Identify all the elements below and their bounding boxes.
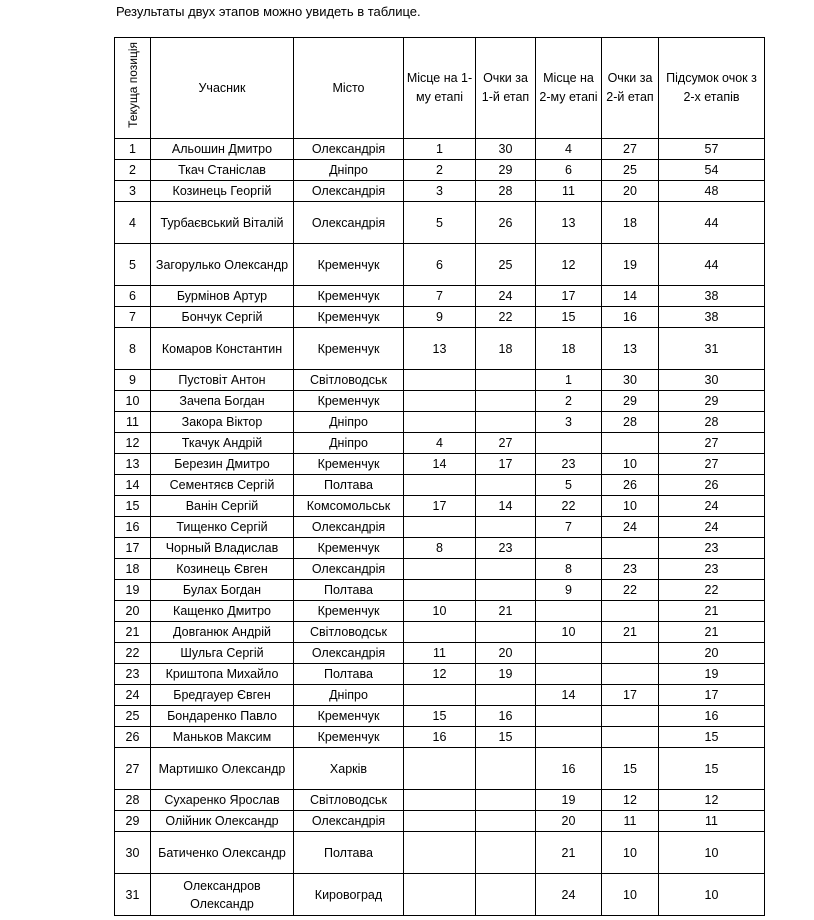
cell-city: Кировоград — [294, 874, 404, 916]
cell-participant: Тищенко Сергій — [151, 517, 294, 538]
table-row — [115, 664, 765, 685]
table-row — [115, 160, 765, 181]
cell-points-stage-1: 14 — [476, 496, 536, 517]
cell-total-points: 24 — [659, 517, 765, 538]
cell-place-stage-2: 18 — [536, 328, 602, 370]
table-row — [115, 475, 765, 496]
cell-points-stage-2: 10 — [602, 496, 659, 517]
table-row — [115, 139, 765, 160]
cell-position: 27 — [115, 748, 151, 790]
cell-city: Дніпро — [294, 433, 404, 454]
header-place-stage-2: Місце на 2-му етапі — [536, 38, 602, 139]
cell-city: Олександрія — [294, 181, 404, 202]
cell-participant: Козинець Георгій — [151, 181, 294, 202]
cell-points-stage-1: 29 — [476, 160, 536, 181]
cell-position: 21 — [115, 622, 151, 643]
cell-participant: Закора Віктор — [151, 412, 294, 433]
cell-city: Олександрія — [294, 559, 404, 580]
cell-place-stage-1 — [404, 832, 476, 874]
cell-place-stage-2: 5 — [536, 475, 602, 496]
cell-position: 15 — [115, 496, 151, 517]
cell-participant: Бондаренко Павло — [151, 706, 294, 727]
cell-total-points: 10 — [659, 874, 765, 916]
cell-total-points: 23 — [659, 538, 765, 559]
cell-total-points: 24 — [659, 496, 765, 517]
cell-total-points: 17 — [659, 685, 765, 706]
cell-position: 13 — [115, 454, 151, 475]
header-city: Місто — [294, 38, 404, 139]
cell-total-points: 21 — [659, 622, 765, 643]
cell-points-stage-1: 22 — [476, 307, 536, 328]
cell-participant: Ванін Сергій — [151, 496, 294, 517]
cell-participant: Маньков Максим — [151, 727, 294, 748]
cell-place-stage-1: 14 — [404, 454, 476, 475]
cell-points-stage-1 — [476, 811, 536, 832]
cell-points-stage-2: 12 — [602, 790, 659, 811]
cell-points-stage-2: 11 — [602, 811, 659, 832]
cell-city: Харків — [294, 748, 404, 790]
cell-place-stage-2: 4 — [536, 139, 602, 160]
cell-place-stage-1 — [404, 874, 476, 916]
cell-place-stage-2: 21 — [536, 832, 602, 874]
cell-total-points: 48 — [659, 181, 765, 202]
cell-city: Дніпро — [294, 412, 404, 433]
cell-city: Кременчук — [294, 601, 404, 622]
header-total-points: Підсумок очок з 2-х етапів — [659, 38, 765, 139]
results-table — [114, 37, 765, 916]
cell-points-stage-1 — [476, 622, 536, 643]
cell-total-points: 26 — [659, 475, 765, 496]
cell-place-stage-1: 15 — [404, 706, 476, 727]
cell-city: Кременчук — [294, 538, 404, 559]
cell-total-points: 23 — [659, 559, 765, 580]
cell-total-points: 19 — [659, 664, 765, 685]
cell-points-stage-2 — [602, 727, 659, 748]
cell-position: 12 — [115, 433, 151, 454]
cell-place-stage-1: 4 — [404, 433, 476, 454]
table-row — [115, 328, 765, 370]
cell-participant: Турбаєвський Віталій — [151, 202, 294, 244]
cell-points-stage-2: 27 — [602, 139, 659, 160]
cell-total-points: 30 — [659, 370, 765, 391]
cell-participant: Комаров Константин — [151, 328, 294, 370]
cell-place-stage-1: 1 — [404, 139, 476, 160]
cell-place-stage-1: 11 — [404, 643, 476, 664]
cell-place-stage-1 — [404, 412, 476, 433]
cell-place-stage-2: 14 — [536, 685, 602, 706]
cell-position: 5 — [115, 244, 151, 286]
cell-participant: Ткач Станіслав — [151, 160, 294, 181]
cell-points-stage-1 — [476, 412, 536, 433]
cell-place-stage-2 — [536, 643, 602, 664]
cell-participant: Криштопа Михайло — [151, 664, 294, 685]
cell-points-stage-2: 21 — [602, 622, 659, 643]
cell-place-stage-1: 3 — [404, 181, 476, 202]
cell-participant: Сухаренко Ярослав — [151, 790, 294, 811]
cell-city: Кременчук — [294, 706, 404, 727]
table-row — [115, 622, 765, 643]
cell-place-stage-2: 11 — [536, 181, 602, 202]
cell-place-stage-2: 23 — [536, 454, 602, 475]
cell-position: 19 — [115, 580, 151, 601]
cell-points-stage-2: 10 — [602, 874, 659, 916]
table-row — [115, 496, 765, 517]
cell-place-stage-2 — [536, 433, 602, 454]
cell-place-stage-1 — [404, 622, 476, 643]
cell-total-points: 16 — [659, 706, 765, 727]
cell-place-stage-2: 8 — [536, 559, 602, 580]
cell-city: Кременчук — [294, 286, 404, 307]
cell-total-points: 38 — [659, 286, 765, 307]
header-place-stage-1: Місце на 1-му етапі — [404, 38, 476, 139]
cell-place-stage-2: 22 — [536, 496, 602, 517]
cell-city: Світловодськ — [294, 790, 404, 811]
cell-place-stage-2: 6 — [536, 160, 602, 181]
cell-participant: Загорулько Олександр — [151, 244, 294, 286]
cell-place-stage-1: 9 — [404, 307, 476, 328]
cell-place-stage-2: 20 — [536, 811, 602, 832]
cell-total-points: 22 — [659, 580, 765, 601]
intro-text: Результаты двух этапов можно увидеть в таблице. — [116, 4, 421, 19]
table-row — [115, 244, 765, 286]
cell-participant: Олійник Олександр — [151, 811, 294, 832]
cell-position: 23 — [115, 664, 151, 685]
cell-city: Дніпро — [294, 685, 404, 706]
cell-place-stage-1 — [404, 391, 476, 412]
cell-points-stage-1: 28 — [476, 181, 536, 202]
cell-points-stage-2: 19 — [602, 244, 659, 286]
cell-participant: Олександров Олександр — [151, 874, 294, 916]
cell-total-points: 20 — [659, 643, 765, 664]
cell-points-stage-2: 10 — [602, 832, 659, 874]
cell-points-stage-1: 19 — [476, 664, 536, 685]
table-row — [115, 202, 765, 244]
cell-points-stage-2: 30 — [602, 370, 659, 391]
cell-points-stage-1 — [476, 874, 536, 916]
cell-position: 22 — [115, 643, 151, 664]
cell-position: 28 — [115, 790, 151, 811]
cell-points-stage-1: 24 — [476, 286, 536, 307]
cell-place-stage-2: 9 — [536, 580, 602, 601]
cell-points-stage-2 — [602, 538, 659, 559]
cell-participant: Ткачук Андрій — [151, 433, 294, 454]
cell-total-points: 21 — [659, 601, 765, 622]
cell-total-points: 54 — [659, 160, 765, 181]
cell-total-points: 15 — [659, 727, 765, 748]
cell-city: Олександрія — [294, 643, 404, 664]
cell-place-stage-2: 7 — [536, 517, 602, 538]
cell-participant: Булах Богдан — [151, 580, 294, 601]
cell-total-points: 27 — [659, 454, 765, 475]
table-row — [115, 832, 765, 874]
cell-position: 24 — [115, 685, 151, 706]
cell-position: 3 — [115, 181, 151, 202]
results-body — [115, 139, 765, 916]
table-row — [115, 370, 765, 391]
cell-points-stage-2: 14 — [602, 286, 659, 307]
cell-points-stage-2: 28 — [602, 412, 659, 433]
cell-position: 18 — [115, 559, 151, 580]
cell-total-points: 28 — [659, 412, 765, 433]
cell-points-stage-1 — [476, 475, 536, 496]
cell-total-points: 31 — [659, 328, 765, 370]
cell-place-stage-1 — [404, 790, 476, 811]
table-row — [115, 286, 765, 307]
table-row — [115, 811, 765, 832]
cell-city: Полтава — [294, 832, 404, 874]
cell-city: Полтава — [294, 664, 404, 685]
cell-city: Олександрія — [294, 517, 404, 538]
cell-points-stage-1: 17 — [476, 454, 536, 475]
cell-total-points: 12 — [659, 790, 765, 811]
cell-place-stage-1: 7 — [404, 286, 476, 307]
cell-place-stage-1 — [404, 748, 476, 790]
table-row — [115, 580, 765, 601]
cell-participant: Бурмінов Артур — [151, 286, 294, 307]
header-position-label: Текуща позиція — [125, 42, 140, 128]
cell-points-stage-2: 25 — [602, 160, 659, 181]
cell-place-stage-1: 13 — [404, 328, 476, 370]
cell-participant: Довганюк Андрій — [151, 622, 294, 643]
cell-points-stage-2 — [602, 601, 659, 622]
table-row — [115, 433, 765, 454]
cell-place-stage-1 — [404, 517, 476, 538]
cell-points-stage-1 — [476, 832, 536, 874]
table-row — [115, 685, 765, 706]
cell-points-stage-2: 24 — [602, 517, 659, 538]
table-row — [115, 706, 765, 727]
header-points-stage-2: Очки за 2-й етап — [602, 38, 659, 139]
cell-position: 9 — [115, 370, 151, 391]
table-row — [115, 601, 765, 622]
cell-total-points: 29 — [659, 391, 765, 412]
cell-place-stage-1: 2 — [404, 160, 476, 181]
cell-city: Кременчук — [294, 454, 404, 475]
cell-position: 20 — [115, 601, 151, 622]
table-row — [115, 391, 765, 412]
table-row — [115, 181, 765, 202]
table-row — [115, 517, 765, 538]
cell-city: Кременчук — [294, 391, 404, 412]
cell-city: Кременчук — [294, 727, 404, 748]
table-row — [115, 790, 765, 811]
cell-participant: Березин Дмитро — [151, 454, 294, 475]
cell-place-stage-2: 10 — [536, 622, 602, 643]
cell-points-stage-2: 10 — [602, 454, 659, 475]
cell-city: Олександрія — [294, 202, 404, 244]
cell-position: 16 — [115, 517, 151, 538]
table-row — [115, 874, 765, 916]
cell-points-stage-1: 18 — [476, 328, 536, 370]
table-row — [115, 727, 765, 748]
cell-place-stage-2 — [536, 706, 602, 727]
cell-participant: Альошин Дмитро — [151, 139, 294, 160]
cell-points-stage-2: 16 — [602, 307, 659, 328]
cell-participant: Мартишко Олександр — [151, 748, 294, 790]
header-position — [115, 38, 151, 139]
cell-position: 25 — [115, 706, 151, 727]
cell-total-points: 10 — [659, 832, 765, 874]
cell-points-stage-1: 16 — [476, 706, 536, 727]
cell-position: 8 — [115, 328, 151, 370]
cell-place-stage-1 — [404, 580, 476, 601]
cell-position: 17 — [115, 538, 151, 559]
cell-place-stage-2: 24 — [536, 874, 602, 916]
cell-participant: Кащенко Дмитро — [151, 601, 294, 622]
cell-points-stage-1 — [476, 559, 536, 580]
cell-participant: Бончук Сергій — [151, 307, 294, 328]
cell-participant: Шульга Сергій — [151, 643, 294, 664]
cell-position: 29 — [115, 811, 151, 832]
cell-total-points: 44 — [659, 244, 765, 286]
cell-place-stage-1 — [404, 685, 476, 706]
cell-place-stage-2: 15 — [536, 307, 602, 328]
cell-points-stage-2 — [602, 706, 659, 727]
cell-city: Світловодськ — [294, 370, 404, 391]
table-row — [115, 412, 765, 433]
cell-total-points: 57 — [659, 139, 765, 160]
cell-points-stage-2: 17 — [602, 685, 659, 706]
cell-place-stage-2: 19 — [536, 790, 602, 811]
header-participant: Учасник — [151, 38, 294, 139]
cell-city: Світловодськ — [294, 622, 404, 643]
cell-city: Олександрія — [294, 139, 404, 160]
cell-position: 7 — [115, 307, 151, 328]
cell-total-points: 11 — [659, 811, 765, 832]
cell-place-stage-1: 6 — [404, 244, 476, 286]
cell-city: Дніпро — [294, 160, 404, 181]
cell-place-stage-2: 12 — [536, 244, 602, 286]
cell-total-points: 38 — [659, 307, 765, 328]
cell-city: Олександрія — [294, 811, 404, 832]
cell-points-stage-2: 29 — [602, 391, 659, 412]
cell-position: 1 — [115, 139, 151, 160]
cell-participant: Чорный Владислав — [151, 538, 294, 559]
cell-position: 10 — [115, 391, 151, 412]
cell-points-stage-1 — [476, 790, 536, 811]
cell-place-stage-1: 12 — [404, 664, 476, 685]
cell-points-stage-2: 26 — [602, 475, 659, 496]
cell-place-stage-2: 16 — [536, 748, 602, 790]
cell-place-stage-1: 10 — [404, 601, 476, 622]
cell-points-stage-1: 26 — [476, 202, 536, 244]
cell-place-stage-1: 16 — [404, 727, 476, 748]
table-row — [115, 538, 765, 559]
cell-place-stage-2: 17 — [536, 286, 602, 307]
cell-place-stage-2 — [536, 601, 602, 622]
cell-city: Кременчук — [294, 244, 404, 286]
cell-position: 11 — [115, 412, 151, 433]
cell-points-stage-1 — [476, 748, 536, 790]
cell-city: Полтава — [294, 475, 404, 496]
cell-place-stage-2 — [536, 727, 602, 748]
cell-position: 26 — [115, 727, 151, 748]
cell-participant: Зачепа Богдан — [151, 391, 294, 412]
cell-total-points: 44 — [659, 202, 765, 244]
cell-place-stage-2: 1 — [536, 370, 602, 391]
cell-points-stage-2: 20 — [602, 181, 659, 202]
cell-participant: Пустовіт Антон — [151, 370, 294, 391]
cell-participant: Сементяєв Сергій — [151, 475, 294, 496]
cell-city: Кременчук — [294, 307, 404, 328]
cell-position: 6 — [115, 286, 151, 307]
header-row — [115, 38, 765, 139]
cell-points-stage-1: 30 — [476, 139, 536, 160]
cell-participant: Батиченко Олександр — [151, 832, 294, 874]
cell-points-stage-1: 23 — [476, 538, 536, 559]
cell-place-stage-2: 3 — [536, 412, 602, 433]
table-row — [115, 307, 765, 328]
cell-points-stage-2: 22 — [602, 580, 659, 601]
cell-points-stage-1 — [476, 517, 536, 538]
cell-total-points: 15 — [659, 748, 765, 790]
cell-city: Полтава — [294, 580, 404, 601]
cell-points-stage-1 — [476, 580, 536, 601]
cell-points-stage-2 — [602, 643, 659, 664]
cell-place-stage-2: 13 — [536, 202, 602, 244]
cell-place-stage-2: 2 — [536, 391, 602, 412]
table-row — [115, 559, 765, 580]
cell-position: 30 — [115, 832, 151, 874]
cell-points-stage-2: 13 — [602, 328, 659, 370]
header-points-stage-1: Очки за 1-й етап — [476, 38, 536, 139]
cell-position: 4 — [115, 202, 151, 244]
cell-points-stage-1: 27 — [476, 433, 536, 454]
cell-participant: Козинець Євген — [151, 559, 294, 580]
table-row — [115, 454, 765, 475]
cell-points-stage-2 — [602, 433, 659, 454]
table-row — [115, 643, 765, 664]
cell-place-stage-2 — [536, 664, 602, 685]
cell-position: 2 — [115, 160, 151, 181]
cell-points-stage-1: 20 — [476, 643, 536, 664]
cell-points-stage-2: 18 — [602, 202, 659, 244]
cell-city: Комсомольськ — [294, 496, 404, 517]
cell-points-stage-2: 23 — [602, 559, 659, 580]
cell-place-stage-1: 17 — [404, 496, 476, 517]
cell-place-stage-1 — [404, 475, 476, 496]
cell-points-stage-2 — [602, 664, 659, 685]
cell-place-stage-1: 5 — [404, 202, 476, 244]
cell-points-stage-1 — [476, 391, 536, 412]
table-row — [115, 748, 765, 790]
cell-place-stage-2 — [536, 538, 602, 559]
cell-points-stage-2: 15 — [602, 748, 659, 790]
cell-points-stage-1: 21 — [476, 601, 536, 622]
cell-city: Кременчук — [294, 328, 404, 370]
cell-points-stage-1 — [476, 685, 536, 706]
cell-points-stage-1 — [476, 370, 536, 391]
cell-position: 31 — [115, 874, 151, 916]
cell-total-points: 27 — [659, 433, 765, 454]
cell-place-stage-1 — [404, 811, 476, 832]
cell-place-stage-1 — [404, 370, 476, 391]
cell-position: 14 — [115, 475, 151, 496]
cell-participant: Бредгауер Євген — [151, 685, 294, 706]
cell-place-stage-1: 8 — [404, 538, 476, 559]
cell-points-stage-1: 15 — [476, 727, 536, 748]
cell-place-stage-1 — [404, 559, 476, 580]
cell-points-stage-1: 25 — [476, 244, 536, 286]
